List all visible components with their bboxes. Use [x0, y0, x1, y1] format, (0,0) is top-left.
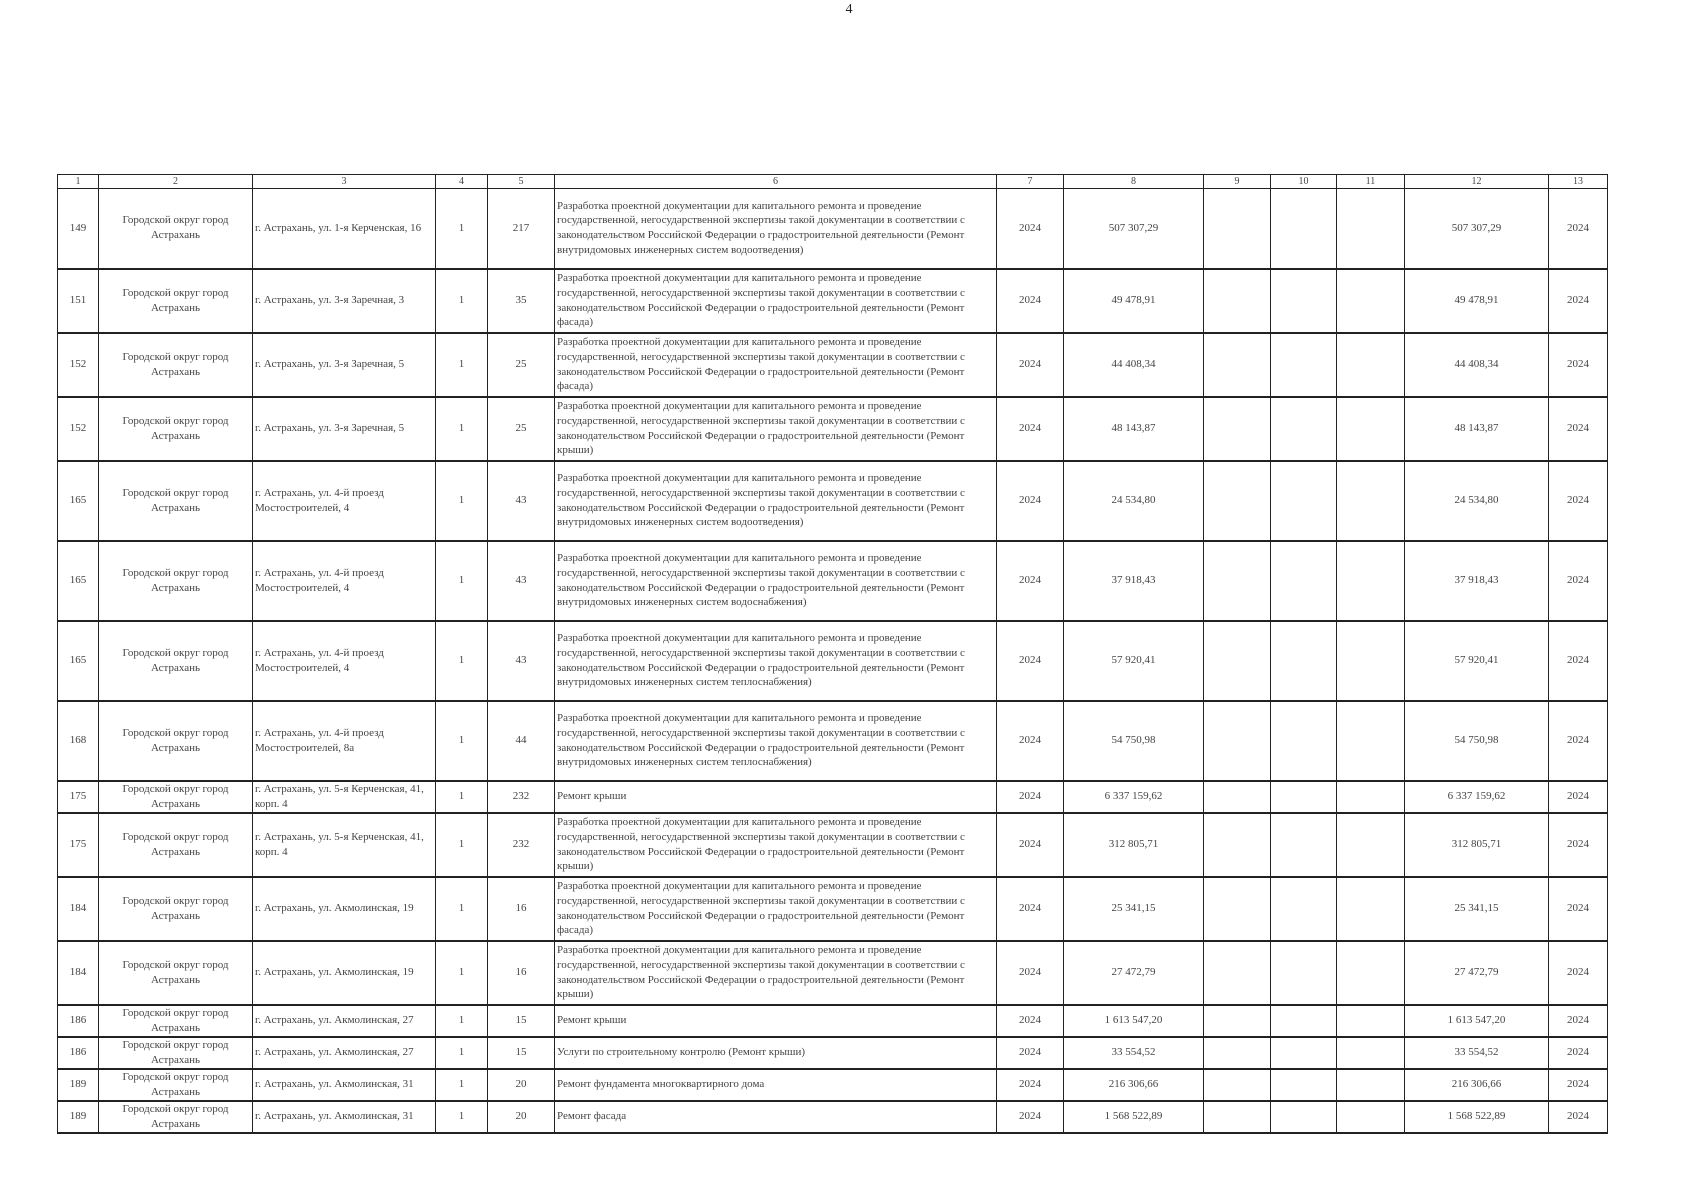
column-header: 8 — [1064, 175, 1204, 189]
cell-col-5: 16 — [488, 941, 555, 1005]
work-description-cell: Разработка проектной документации для капитального ремонта и проведение государственной, негосударственной экспертизы такой документации в соответствии с законодательством Российской Федерации о градостроительной деятельности (Ремонт крыши) — [555, 397, 997, 461]
cell-col-11 — [1337, 1101, 1405, 1133]
row-number: 151 — [58, 269, 99, 333]
cell-col-4: 1 — [436, 397, 488, 461]
work-description-cell: Разработка проектной документации для капитального ремонта и проведение государственной, негосударственной экспертизы такой документации в соответствии с законодательством Российской Федерации о градостроительной деятельности (Ремонт фасада) — [555, 333, 997, 397]
address-cell: г. Астрахань, ул. 4-й проезд Мостостроителей, 4 — [253, 541, 436, 621]
cost-cell: 1 613 547,20 — [1405, 1005, 1549, 1037]
address-cell: г. Астрахань, ул. Акмолинская, 27 — [253, 1005, 436, 1037]
completion-year-cell: 2024 — [1549, 701, 1608, 781]
table-row — [58, 461, 1608, 541]
cell-col-4: 1 — [436, 333, 488, 397]
work-description-cell: Разработка проектной документации для капитального ремонта и проведение государственной, негосударственной экспертизы такой документации в соответствии с законодательством Российской Федерации о градостроительной деятельности (Ремонт фасада) — [555, 269, 997, 333]
cell-col-9 — [1204, 461, 1271, 541]
address-cell: г. Астрахань, ул. 3-я Заречная, 5 — [253, 333, 436, 397]
total-cost-cell: 1 613 547,20 — [1064, 1005, 1204, 1037]
page-number: 4 — [845, 2, 853, 17]
cell-col-9 — [1204, 941, 1271, 1005]
cell-col-9 — [1204, 701, 1271, 781]
column-header: 1 — [58, 175, 99, 189]
column-header: 12 — [1405, 175, 1549, 189]
municipality-cell: Городской округ город Астрахань — [99, 877, 253, 941]
total-cost-cell: 216 306,66 — [1064, 1069, 1204, 1101]
cell-col-10 — [1271, 701, 1337, 781]
row-number: 165 — [58, 541, 99, 621]
total-cost-cell: 25 341,15 — [1064, 877, 1204, 941]
cell-col-11 — [1337, 877, 1405, 941]
cell-col-4: 1 — [436, 461, 488, 541]
cell-col-10 — [1271, 397, 1337, 461]
cell-col-5: 25 — [488, 333, 555, 397]
municipality-cell: Городской округ город Астрахань — [99, 781, 253, 813]
cell-col-5: 16 — [488, 877, 555, 941]
cell-col-11 — [1337, 541, 1405, 621]
cell-col-5: 217 — [488, 189, 555, 269]
completion-year-cell: 2024 — [1549, 397, 1608, 461]
cost-cell: 54 750,98 — [1405, 701, 1549, 781]
cell-col-11 — [1337, 813, 1405, 877]
work-description-cell: Разработка проектной документации для капитального ремонта и проведение государственной, негосударственной экспертизы такой документации в соответствии с законодательством Российской Федерации о градостроительной деятельности (Ремонт внутридомовых инженерных систем водоснабжения) — [555, 541, 997, 621]
cell-col-9 — [1204, 781, 1271, 813]
year-cell: 2024 — [997, 269, 1064, 333]
row-number: 184 — [58, 941, 99, 1005]
work-description-cell: Ремонт фасада — [555, 1101, 997, 1133]
cost-cell: 27 472,79 — [1405, 941, 1549, 1005]
completion-year-cell: 2024 — [1549, 269, 1608, 333]
work-description-cell: Услуги по строительному контролю (Ремонт крыши) — [555, 1037, 997, 1069]
address-cell: г. Астрахань, ул. Акмолинская, 19 — [253, 877, 436, 941]
municipality-cell: Городской округ город Астрахань — [99, 397, 253, 461]
cost-cell: 25 341,15 — [1405, 877, 1549, 941]
year-cell: 2024 — [997, 397, 1064, 461]
address-cell: г. Астрахань, ул. 4-й проезд Мостостроителей, 4 — [253, 461, 436, 541]
table-row — [58, 541, 1608, 621]
address-cell: г. Астрахань, ул. Акмолинская, 27 — [253, 1037, 436, 1069]
completion-year-cell: 2024 — [1549, 621, 1608, 701]
work-description-cell: Ремонт крыши — [555, 781, 997, 813]
year-cell: 2024 — [997, 813, 1064, 877]
cell-col-5: 232 — [488, 813, 555, 877]
cell-col-11 — [1337, 1037, 1405, 1069]
cell-col-11 — [1337, 461, 1405, 541]
cell-col-11 — [1337, 621, 1405, 701]
work-description-cell: Разработка проектной документации для капитального ремонта и проведение государственной, негосударственной экспертизы такой документации в соответствии с законодательством Российской Федерации о градостроительной деятельности (Ремонт крыши) — [555, 813, 997, 877]
column-header: 10 — [1271, 175, 1337, 189]
cost-cell: 216 306,66 — [1405, 1069, 1549, 1101]
address-cell: г. Астрахань, ул. 1-я Керченская, 16 — [253, 189, 436, 269]
cell-col-4: 1 — [436, 781, 488, 813]
cell-col-5: 20 — [488, 1101, 555, 1133]
column-header: 3 — [253, 175, 436, 189]
completion-year-cell: 2024 — [1549, 189, 1608, 269]
cell-col-11 — [1337, 189, 1405, 269]
cost-cell: 1 568 522,89 — [1405, 1101, 1549, 1133]
row-number: 186 — [58, 1005, 99, 1037]
cell-col-5: 44 — [488, 701, 555, 781]
column-header: 2 — [99, 175, 253, 189]
cell-col-4: 1 — [436, 1069, 488, 1101]
cell-col-11 — [1337, 1069, 1405, 1101]
year-cell: 2024 — [997, 1069, 1064, 1101]
row-number: 165 — [58, 621, 99, 701]
table-row — [58, 1069, 1608, 1101]
completion-year-cell: 2024 — [1549, 333, 1608, 397]
address-cell: г. Астрахань, ул. 5-я Керченская, 41, корп. 4 — [253, 781, 436, 813]
completion-year-cell: 2024 — [1549, 1069, 1608, 1101]
cell-col-4: 1 — [436, 1101, 488, 1133]
cost-cell: 37 918,43 — [1405, 541, 1549, 621]
work-description-cell: Ремонт крыши — [555, 1005, 997, 1037]
cell-col-9 — [1204, 1005, 1271, 1037]
total-cost-cell: 33 554,52 — [1064, 1037, 1204, 1069]
total-cost-cell: 49 478,91 — [1064, 269, 1204, 333]
cost-cell: 49 478,91 — [1405, 269, 1549, 333]
table-body — [58, 189, 1608, 1133]
cell-col-4: 1 — [436, 701, 488, 781]
total-cost-cell: 6 337 159,62 — [1064, 781, 1204, 813]
cell-col-10 — [1271, 333, 1337, 397]
table-row — [58, 1005, 1608, 1037]
cell-col-4: 1 — [436, 1005, 488, 1037]
cell-col-9 — [1204, 333, 1271, 397]
completion-year-cell: 2024 — [1549, 541, 1608, 621]
cell-col-4: 1 — [436, 877, 488, 941]
cell-col-5: 25 — [488, 397, 555, 461]
cost-cell: 48 143,87 — [1405, 397, 1549, 461]
table-row — [58, 877, 1608, 941]
address-cell: г. Астрахань, ул. 3-я Заречная, 3 — [253, 269, 436, 333]
column-header: 11 — [1337, 175, 1405, 189]
cell-col-10 — [1271, 877, 1337, 941]
cell-col-9 — [1204, 1101, 1271, 1133]
cell-col-5: 43 — [488, 621, 555, 701]
cell-col-5: 35 — [488, 269, 555, 333]
column-header: 4 — [436, 175, 488, 189]
cell-col-11 — [1337, 269, 1405, 333]
cell-col-9 — [1204, 813, 1271, 877]
municipality-cell: Городской округ город Астрахань — [99, 1069, 253, 1101]
completion-year-cell: 2024 — [1549, 877, 1608, 941]
municipality-cell: Городской округ город Астрахань — [99, 461, 253, 541]
municipality-cell: Городской округ город Астрахань — [99, 701, 253, 781]
cell-col-9 — [1204, 541, 1271, 621]
work-description-cell: Разработка проектной документации для капитального ремонта и проведение государственной, негосударственной экспертизы такой документации в соответствии с законодательством Российской Федерации о градостроительной деятельности (Ремонт внутридомовых инженерных систем теплоснабжения) — [555, 621, 997, 701]
total-cost-cell: 24 534,80 — [1064, 461, 1204, 541]
total-cost-cell: 48 143,87 — [1064, 397, 1204, 461]
cost-cell: 44 408,34 — [1405, 333, 1549, 397]
header-row — [58, 175, 1608, 189]
cell-col-9 — [1204, 397, 1271, 461]
cell-col-10 — [1271, 461, 1337, 541]
cell-col-10 — [1271, 621, 1337, 701]
year-cell: 2024 — [997, 1037, 1064, 1069]
column-header: 9 — [1204, 175, 1271, 189]
year-cell: 2024 — [997, 189, 1064, 269]
total-cost-cell: 312 805,71 — [1064, 813, 1204, 877]
work-description-cell: Разработка проектной документации для капитального ремонта и проведение государственной, негосударственной экспертизы такой документации в соответствии с законодательством Российской Федерации о градостроительной деятельности (Ремонт фасада) — [555, 877, 997, 941]
total-cost-cell: 44 408,34 — [1064, 333, 1204, 397]
work-description-cell: Разработка проектной документации для капитального ремонта и проведение государственной, негосударственной экспертизы такой документации в соответствии с законодательством Российской Федерации о градостроительной деятельности (Ремонт внутридомовых инженерных систем водоотведения) — [555, 189, 997, 269]
address-cell: г. Астрахань, ул. 4-й проезд Мостостроителей, 4 — [253, 621, 436, 701]
cell-col-9 — [1204, 1037, 1271, 1069]
completion-year-cell: 2024 — [1549, 813, 1608, 877]
cell-col-5: 43 — [488, 461, 555, 541]
cost-cell: 312 805,71 — [1405, 813, 1549, 877]
year-cell: 2024 — [997, 461, 1064, 541]
cost-cell: 33 554,52 — [1405, 1037, 1549, 1069]
row-number: 165 — [58, 461, 99, 541]
column-header: 7 — [997, 175, 1064, 189]
cell-col-10 — [1271, 541, 1337, 621]
municipality-cell: Городской округ город Астрахань — [99, 813, 253, 877]
table-row — [58, 333, 1608, 397]
cell-col-11 — [1337, 1005, 1405, 1037]
table-row — [58, 781, 1608, 813]
column-header: 5 — [488, 175, 555, 189]
cell-col-11 — [1337, 397, 1405, 461]
cell-col-9 — [1204, 877, 1271, 941]
cost-cell: 507 307,29 — [1405, 189, 1549, 269]
table-row — [58, 813, 1608, 877]
year-cell: 2024 — [997, 621, 1064, 701]
cell-col-10 — [1271, 1101, 1337, 1133]
row-number: 189 — [58, 1101, 99, 1133]
completion-year-cell: 2024 — [1549, 781, 1608, 813]
cell-col-5: 15 — [488, 1005, 555, 1037]
row-number: 175 — [58, 781, 99, 813]
year-cell: 2024 — [997, 1005, 1064, 1037]
municipality-cell: Городской округ город Астрахань — [99, 189, 253, 269]
municipality-cell: Городской округ город Астрахань — [99, 333, 253, 397]
cost-cell: 24 534,80 — [1405, 461, 1549, 541]
cell-col-10 — [1271, 781, 1337, 813]
cell-col-4: 1 — [436, 269, 488, 333]
cell-col-9 — [1204, 269, 1271, 333]
total-cost-cell: 1 568 522,89 — [1064, 1101, 1204, 1133]
cell-col-9 — [1204, 1069, 1271, 1101]
table-row — [58, 621, 1608, 701]
address-cell: г. Астрахань, ул. Акмолинская, 31 — [253, 1069, 436, 1101]
row-number: 152 — [58, 333, 99, 397]
municipality-cell: Городской округ город Астрахань — [99, 541, 253, 621]
table-row — [58, 941, 1608, 1005]
cell-col-4: 1 — [436, 621, 488, 701]
table-row — [58, 269, 1608, 333]
column-header: 13 — [1549, 175, 1608, 189]
completion-year-cell: 2024 — [1549, 1005, 1608, 1037]
total-cost-cell: 54 750,98 — [1064, 701, 1204, 781]
table-row — [58, 189, 1608, 269]
row-number: 184 — [58, 877, 99, 941]
cell-col-10 — [1271, 1069, 1337, 1101]
work-description-cell: Ремонт фундамента многоквартирного дома — [555, 1069, 997, 1101]
row-number: 189 — [58, 1069, 99, 1101]
row-number: 175 — [58, 813, 99, 877]
cell-col-10 — [1271, 189, 1337, 269]
cell-col-5: 43 — [488, 541, 555, 621]
capital-repair-table — [57, 174, 1608, 1134]
total-cost-cell: 507 307,29 — [1064, 189, 1204, 269]
municipality-cell: Городской округ город Астрахань — [99, 1037, 253, 1069]
cell-col-9 — [1204, 621, 1271, 701]
row-number: 149 — [58, 189, 99, 269]
total-cost-cell: 57 920,41 — [1064, 621, 1204, 701]
year-cell: 2024 — [997, 877, 1064, 941]
cell-col-4: 1 — [436, 541, 488, 621]
cell-col-10 — [1271, 1005, 1337, 1037]
completion-year-cell: 2024 — [1549, 1101, 1608, 1133]
work-description-cell: Разработка проектной документации для капитального ремонта и проведение государственной, негосударственной экспертизы такой документации в соответствии с законодательством Российской Федерации о градостроительной деятельности (Ремонт внутридомовых инженерных систем водоотведения) — [555, 461, 997, 541]
address-cell: г. Астрахань, ул. Акмолинская, 19 — [253, 941, 436, 1005]
table-row — [58, 1101, 1608, 1133]
total-cost-cell: 37 918,43 — [1064, 541, 1204, 621]
cell-col-10 — [1271, 269, 1337, 333]
column-header: 6 — [555, 175, 997, 189]
address-cell: г. Астрахань, ул. 4-й проезд Мостостроителей, 8а — [253, 701, 436, 781]
municipality-cell: Городской округ город Астрахань — [99, 621, 253, 701]
cell-col-11 — [1337, 333, 1405, 397]
cell-col-11 — [1337, 941, 1405, 1005]
municipality-cell: Городской округ город Астрахань — [99, 269, 253, 333]
cell-col-11 — [1337, 701, 1405, 781]
cell-col-9 — [1204, 189, 1271, 269]
year-cell: 2024 — [997, 1101, 1064, 1133]
completion-year-cell: 2024 — [1549, 941, 1608, 1005]
year-cell: 2024 — [997, 781, 1064, 813]
cost-cell: 57 920,41 — [1405, 621, 1549, 701]
cell-col-4: 1 — [436, 941, 488, 1005]
year-cell: 2024 — [997, 941, 1064, 1005]
completion-year-cell: 2024 — [1549, 461, 1608, 541]
cell-col-11 — [1337, 781, 1405, 813]
cell-col-10 — [1271, 1037, 1337, 1069]
completion-year-cell: 2024 — [1549, 1037, 1608, 1069]
total-cost-cell: 27 472,79 — [1064, 941, 1204, 1005]
work-description-cell: Разработка проектной документации для капитального ремонта и проведение государственной, негосударственной экспертизы такой документации в соответствии с законодательством Российской Федерации о градостроительной деятельности (Ремонт внутридомовых инженерных систем теплоснабжения) — [555, 701, 997, 781]
work-description-cell: Разработка проектной документации для капитального ремонта и проведение государственной, негосударственной экспертизы такой документации в соответствии с законодательством Российской Федерации о градостроительной деятельности (Ремонт крыши) — [555, 941, 997, 1005]
cell-col-10 — [1271, 941, 1337, 1005]
municipality-cell: Городской округ город Астрахань — [99, 1005, 253, 1037]
address-cell: г. Астрахань, ул. Акмолинская, 31 — [253, 1101, 436, 1133]
cell-col-4: 1 — [436, 813, 488, 877]
cell-col-10 — [1271, 813, 1337, 877]
cell-col-5: 232 — [488, 781, 555, 813]
row-number: 152 — [58, 397, 99, 461]
year-cell: 2024 — [997, 333, 1064, 397]
table-row — [58, 701, 1608, 781]
table-row — [58, 397, 1608, 461]
cost-cell: 6 337 159,62 — [1405, 781, 1549, 813]
cell-col-5: 15 — [488, 1037, 555, 1069]
cell-col-4: 1 — [436, 189, 488, 269]
year-cell: 2024 — [997, 541, 1064, 621]
row-number: 186 — [58, 1037, 99, 1069]
cell-col-5: 20 — [488, 1069, 555, 1101]
address-cell: г. Астрахань, ул. 3-я Заречная, 5 — [253, 397, 436, 461]
row-number: 168 — [58, 701, 99, 781]
year-cell: 2024 — [997, 701, 1064, 781]
address-cell: г. Астрахань, ул. 5-я Керченская, 41, корп. 4 — [253, 813, 436, 877]
cell-col-4: 1 — [436, 1037, 488, 1069]
table-row — [58, 1037, 1608, 1069]
municipality-cell: Городской округ город Астрахань — [99, 1101, 253, 1133]
municipality-cell: Городской округ город Астрахань — [99, 941, 253, 1005]
